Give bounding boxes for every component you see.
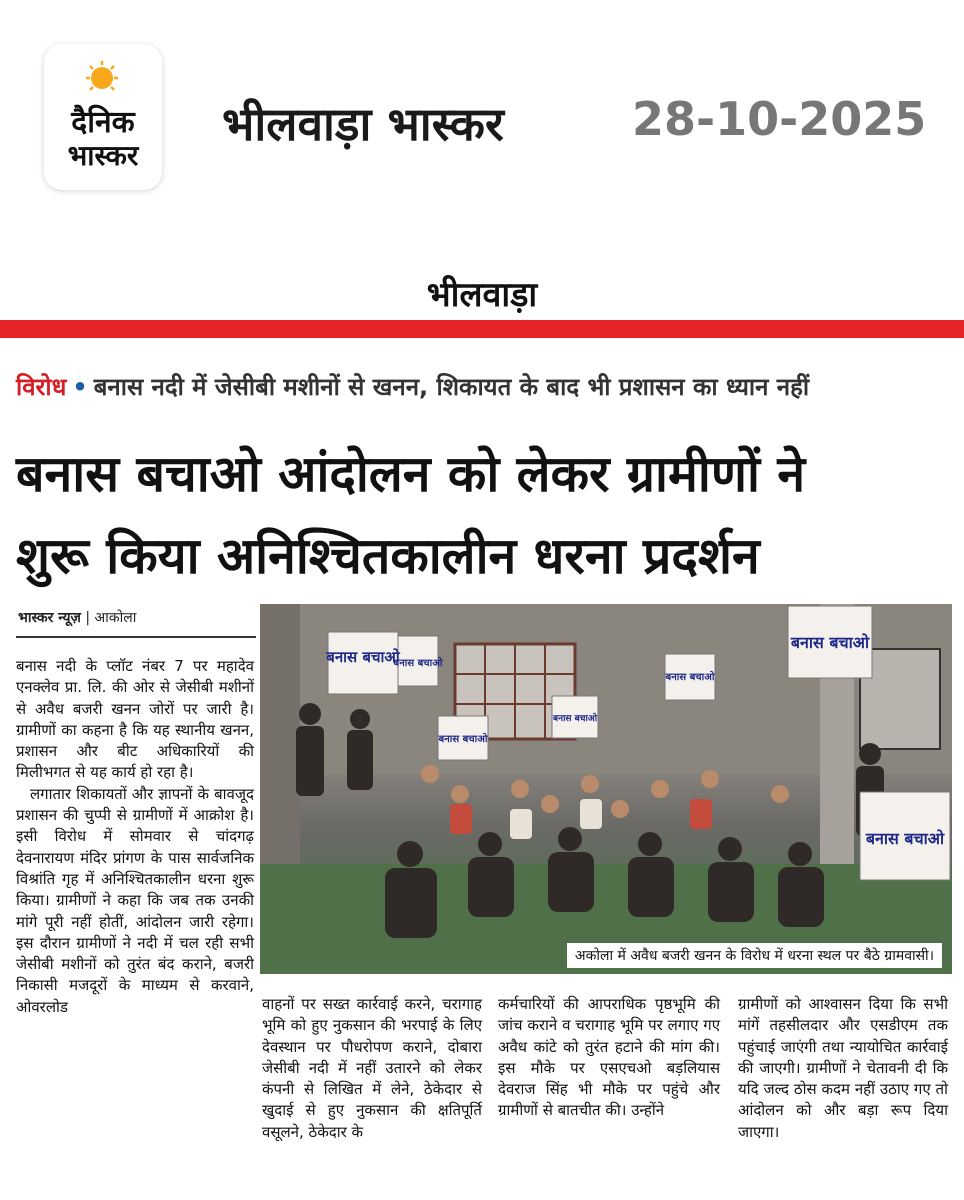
body-paragraph-5: ग्रामीणों को आश्वासन दिया कि सभी मांगें तहसीलदार और एसडीएम तक पहुंचाई जाएंगी तथा न्यायोचित कार्रवाई की जाएगी। ग्रामीणों ने चेतावनी दी कि यदि जल्द ठोस कदम नहीं उठाए गए तो आंदोलन को और बड़ा रूप दिया जाएगा। [738, 995, 948, 1141]
svg-text:बनास बचाओ [552, 712, 598, 724]
news-photo [260, 604, 952, 974]
photo-sign-1: बनास बचाओ [326, 648, 400, 666]
byline-place: आकोला [94, 610, 137, 626]
svg-text:बनास बचाओ [665, 670, 716, 683]
article-column-2 [262, 994, 482, 1143]
photo-sign-4: बनास बचाओ [552, 714, 598, 724]
svg-text:बनास बचाओ [438, 732, 489, 745]
section-divider [0, 320, 964, 338]
svg-text:बनास बचाओ [790, 633, 870, 652]
body-paragraph-1: बनास नदी के प्लॉट नंबर 7 पर महादेव एनक्लेव प्रा. लि. की ओर से जेसीबी मशीनों से अवैध बजरी खनन जोरों पर जारी है। ग्रामीणों का कहना है कि यह स्थानीय खनन, प्रशासन और बीट अधिकारियों की मिलीभगत से यह कार्य हो रहा है। [16, 657, 254, 782]
body-paragraph-2: लगातार शिकायतों और ज्ञापनों के बावजूद प्रशासन की चुप्पी से ग्रामीणों में आक्रोश है। इसी विरोध में सोमवार से चांदगढ़ देवनारायण मंदिर प्रांगण के पास सार्वजनिक विश्रांति गृह में अनिश्चितकालीन धरना शुरू किया। ग्रामीणों ने कहा कि जब तक उनकी मांगे पूरी नहीं होतीं, आंदोलन जारी रहेगा। इस दौरान ग्रामीणों ने नदी में चल रही सभी जेसीबी मशीनों को तुरंत बंद कराने, बजरी निकासी मजदूरों के माध्यम से करवाने, ओवरलोड [16, 784, 254, 1016]
byline: भास्कर न्यूज़ | आकोला [18, 610, 137, 626]
photo-sign-2: बनास बचाओ [393, 658, 443, 669]
headline-line2: शुरू किया अनिश्चितकालीन धरना प्रदर्शन [16, 527, 760, 585]
article-column-1 [16, 656, 254, 1018]
sun-icon [82, 60, 122, 94]
kicker-label: विरोध [16, 373, 67, 401]
article-column-4 [738, 994, 948, 1143]
headline-line1: बनास बचाओ आंदोलन को लेकर ग्रामीणों ने [16, 445, 806, 503]
photo-sign-7: बनास बचाओ [865, 829, 945, 848]
body-paragraph-4: कर्मचारियों की आपराधिक पृष्ठभूमि की जांच कराने व चरागाह भूमि पर लगाए गए अवैध कांटे को तुरंत हटाने की मांग की। इस मौके पर एसएचओ बड़लियास देवराज सिंह भी मौके पर पहुंचे और ग्रामीणों से बातचीत की। उन्होंने [498, 995, 720, 1120]
edition-date: 28-10-2025 [632, 92, 927, 146]
section-name: भीलवाड़ा [426, 275, 538, 315]
photo-illustration [260, 604, 952, 974]
byline-rule [16, 636, 256, 638]
photo-sign-3: बनास बचाओ [438, 734, 488, 745]
photo-sign-6: बनास बचाओ [790, 633, 870, 652]
article-column-3 [498, 994, 720, 1122]
edition-title: भीलवाड़ा भास्कर [222, 97, 504, 151]
logo-text-line2: भास्कर [67, 139, 139, 172]
logo-text-line1: दैनिक [71, 105, 135, 140]
kicker-text: बनास नदी में जेसीबी मशीनों से खनन, शिकायत के बाद भी प्रशासन का ध्यान नहीं [93, 373, 810, 401]
article-kicker [16, 370, 809, 403]
byline-source: भास्कर न्यूज़ [18, 610, 81, 626]
kicker-bullet: • [72, 373, 88, 401]
body-paragraph-3: वाहनों पर सख्त कार्रवाई करने, चरागाह भूमि को हुए नुकसान की भरपाई के लिए देवस्थान पर पौधरोपण कराने, दोबारा जेसीबी नदी में नहीं उतारने को लेकर कंपनी से लिखित में लेने, ठेकेदार से खुदाई से हुए नुकसान की क्षतिपूर्ति वसूलने, ठेकेदार के [262, 995, 482, 1141]
photo-caption: अकोला में अवैध बजरी खनन के विरोध में धरना स्थल पर बैठे ग्रामवासी। [567, 943, 942, 968]
brand-logo [44, 44, 162, 190]
photo-sign-5: बनास बचाओ [665, 672, 715, 683]
svg-text:बनास बचाओ [325, 648, 400, 666]
svg-text:बनास बचाओ [865, 829, 945, 848]
svg-text:बनास बचाओ [393, 656, 444, 669]
